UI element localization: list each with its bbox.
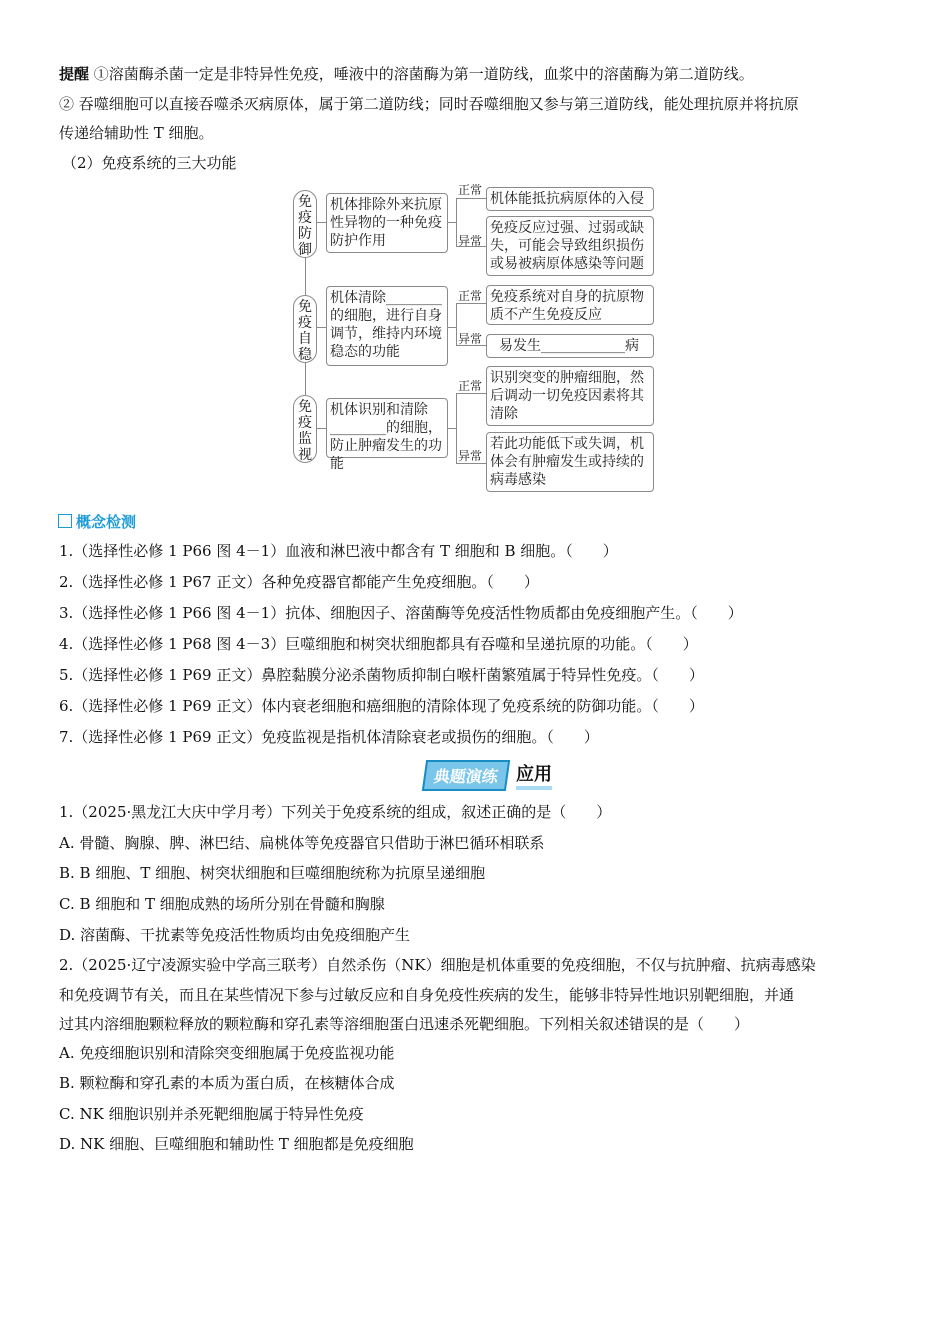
q1-option-b: B. B 细胞、T 细胞、树突状细胞和巨噬细胞统称为抗原呈递细胞 (59, 864, 486, 882)
result-homeostasis-abnormal: 易发生____________病 (486, 334, 654, 358)
banner-left: 典题演练 (422, 760, 510, 791)
q2-stem-line-1: 2.（2025·辽宁凌源实验中学高三联考）自然杀伤（NK）细胞是机体重要的免疫细胞，不仅与抗肿瘤、抗病毒感染 (59, 956, 816, 974)
def-defense: 机体排除外来抗原性异物的一种免疫防护作用 (326, 193, 448, 253)
concept-item: 6.（选择性必修 1 P69 正文）体内衰老细胞和癌细胞的清除体现了免疫系统的防御功能。（ ） (59, 697, 704, 715)
q1-option-d: D. 溶菌酶、干扰素等免疫活性物质均由免疫细胞产生 (59, 926, 411, 944)
concept-item: 4.（选择性必修 1 P68 图 4－3）巨噬细胞和树突状细胞都具有吞噬和呈递抗原的功能。（ ） (59, 635, 698, 653)
q1-option-a: A. 骨髓、胸腺、脾、淋巴结、扁桃体等免疫器官只借助于淋巴循环相联系 (59, 834, 545, 852)
tip-label: 提醒 (59, 65, 90, 83)
practice-banner (424, 762, 552, 788)
q2-option-b: B. 颗粒酶和穿孔素的本质为蛋白质，在核糖体合成 (59, 1074, 395, 1092)
concept-item: 7.（选择性必修 1 P69 正文）免疫监视是指机体清除衰老或损伤的细胞。（ ） (59, 728, 599, 746)
result-surveillance-normal: 识别突变的肿瘤细胞，然后调动一切免疫因素将其清除 (486, 366, 654, 426)
concept-item: 2.（选择性必修 1 P67 正文）各种免疫器官都能产生免疫细胞。（ ） (59, 573, 539, 591)
result-defense-abnormal: 免疫反应过强、过弱或缺失，可能会导致组织损伤或易被病原体感染等问题 (486, 216, 654, 276)
tag-abnormal-1: 异常 (458, 234, 483, 248)
checkbox-square-icon (58, 514, 72, 528)
q2-stem-line-3: 过其内溶细胞颗粒释放的颗粒酶和穿孔素等溶细胞蛋白迅速杀死靶细胞。下列相关叙述错误的是（ ） (59, 1015, 750, 1033)
tag-normal-1: 正常 (458, 183, 483, 197)
q2-option-c: C. NK 细胞识别并杀死靶细胞属于特异性免疫 (59, 1105, 364, 1123)
tip-line-3: 传递给辅助性 T 细胞。 (59, 124, 214, 142)
result-surveillance-abnormal: 若此功能低下或失调，机体会有肿瘤发生或持续的病毒感染 (486, 432, 654, 492)
tag-normal-3: 正常 (458, 379, 483, 393)
func-surveillance-label: 免疫监视 (293, 395, 317, 463)
q2-option-a: A. 免疫细胞识别和清除突变细胞属于免疫监视功能 (59, 1044, 395, 1062)
banner-right: 应用 (516, 760, 552, 790)
concept-item: 1.（选择性必修 1 P66 图 4－1）血液和淋巴液中都含有 T 细胞和 B 细胞。（ ） (59, 542, 618, 560)
func-homeostasis-label: 免疫自稳 (293, 295, 317, 363)
q2-option-d: D. NK 细胞、巨噬细胞和辅助性 T 细胞都是免疫细胞 (59, 1135, 414, 1153)
concept-title: 概念检测 (76, 513, 137, 531)
q1-stem: 1.（2025·黑龙江大庆中学月考）下列关于免疫系统的组成，叙述正确的是（ ） (59, 803, 612, 821)
def-homeostasis: 机体清除________的细胞，进行自身调节，维持内环境稳态的功能 (326, 286, 448, 366)
def-surveillance: 机体识别和清除________的细胞，防止肿瘤发生的功能 (326, 398, 448, 458)
concept-heading (58, 512, 136, 532)
q1-option-c: C. B 细胞和 T 细胞成熟的场所分别在骨髓和胸腺 (59, 895, 385, 913)
tag-abnormal-2: 异常 (458, 332, 483, 346)
result-defense-normal: 机体能抵抗病原体的入侵 (486, 187, 654, 211)
q2-stem-line-2: 和免疫调节有关，而且在某些情况下参与过敏反应和自身免疫性疾病的发生，能够非特异性地识别靶细胞，并通 (59, 986, 795, 1004)
tip-text-1: ①溶菌酶杀菌一定是非特异性免疫，唾液中的溶菌酶为第一道防线，血浆中的溶菌酶为第二道防线。 (93, 65, 754, 83)
tag-abnormal-3: 异常 (458, 449, 483, 463)
concept-item: 3.（选择性必修 1 P66 图 4－1）抗体、细胞因子、溶菌酶等免疫活性物质都由免疫细胞产生。（ ） (59, 604, 743, 622)
concept-item: 5.（选择性必修 1 P69 正文）鼻腔黏膜分泌杀菌物质抑制白喉杆菌繁殖属于特异性免疫。（ ） (59, 666, 704, 684)
section-title-functions: （2）免疫系统的三大功能 (62, 154, 237, 172)
result-homeostasis-normal: 免疫系统对自身的抗原物质不产生免疫反应 (486, 285, 654, 325)
tag-normal-2: 正常 (458, 289, 483, 303)
func-defense-label: 免疫防御 (293, 190, 317, 258)
tip-line-2: ② 吞噬细胞可以直接吞噬杀灭病原体，属于第二道防线；同时吞噬细胞又参与第三道防线，能处理抗原并将抗原 (59, 95, 799, 113)
tip-line-1 (59, 64, 754, 84)
